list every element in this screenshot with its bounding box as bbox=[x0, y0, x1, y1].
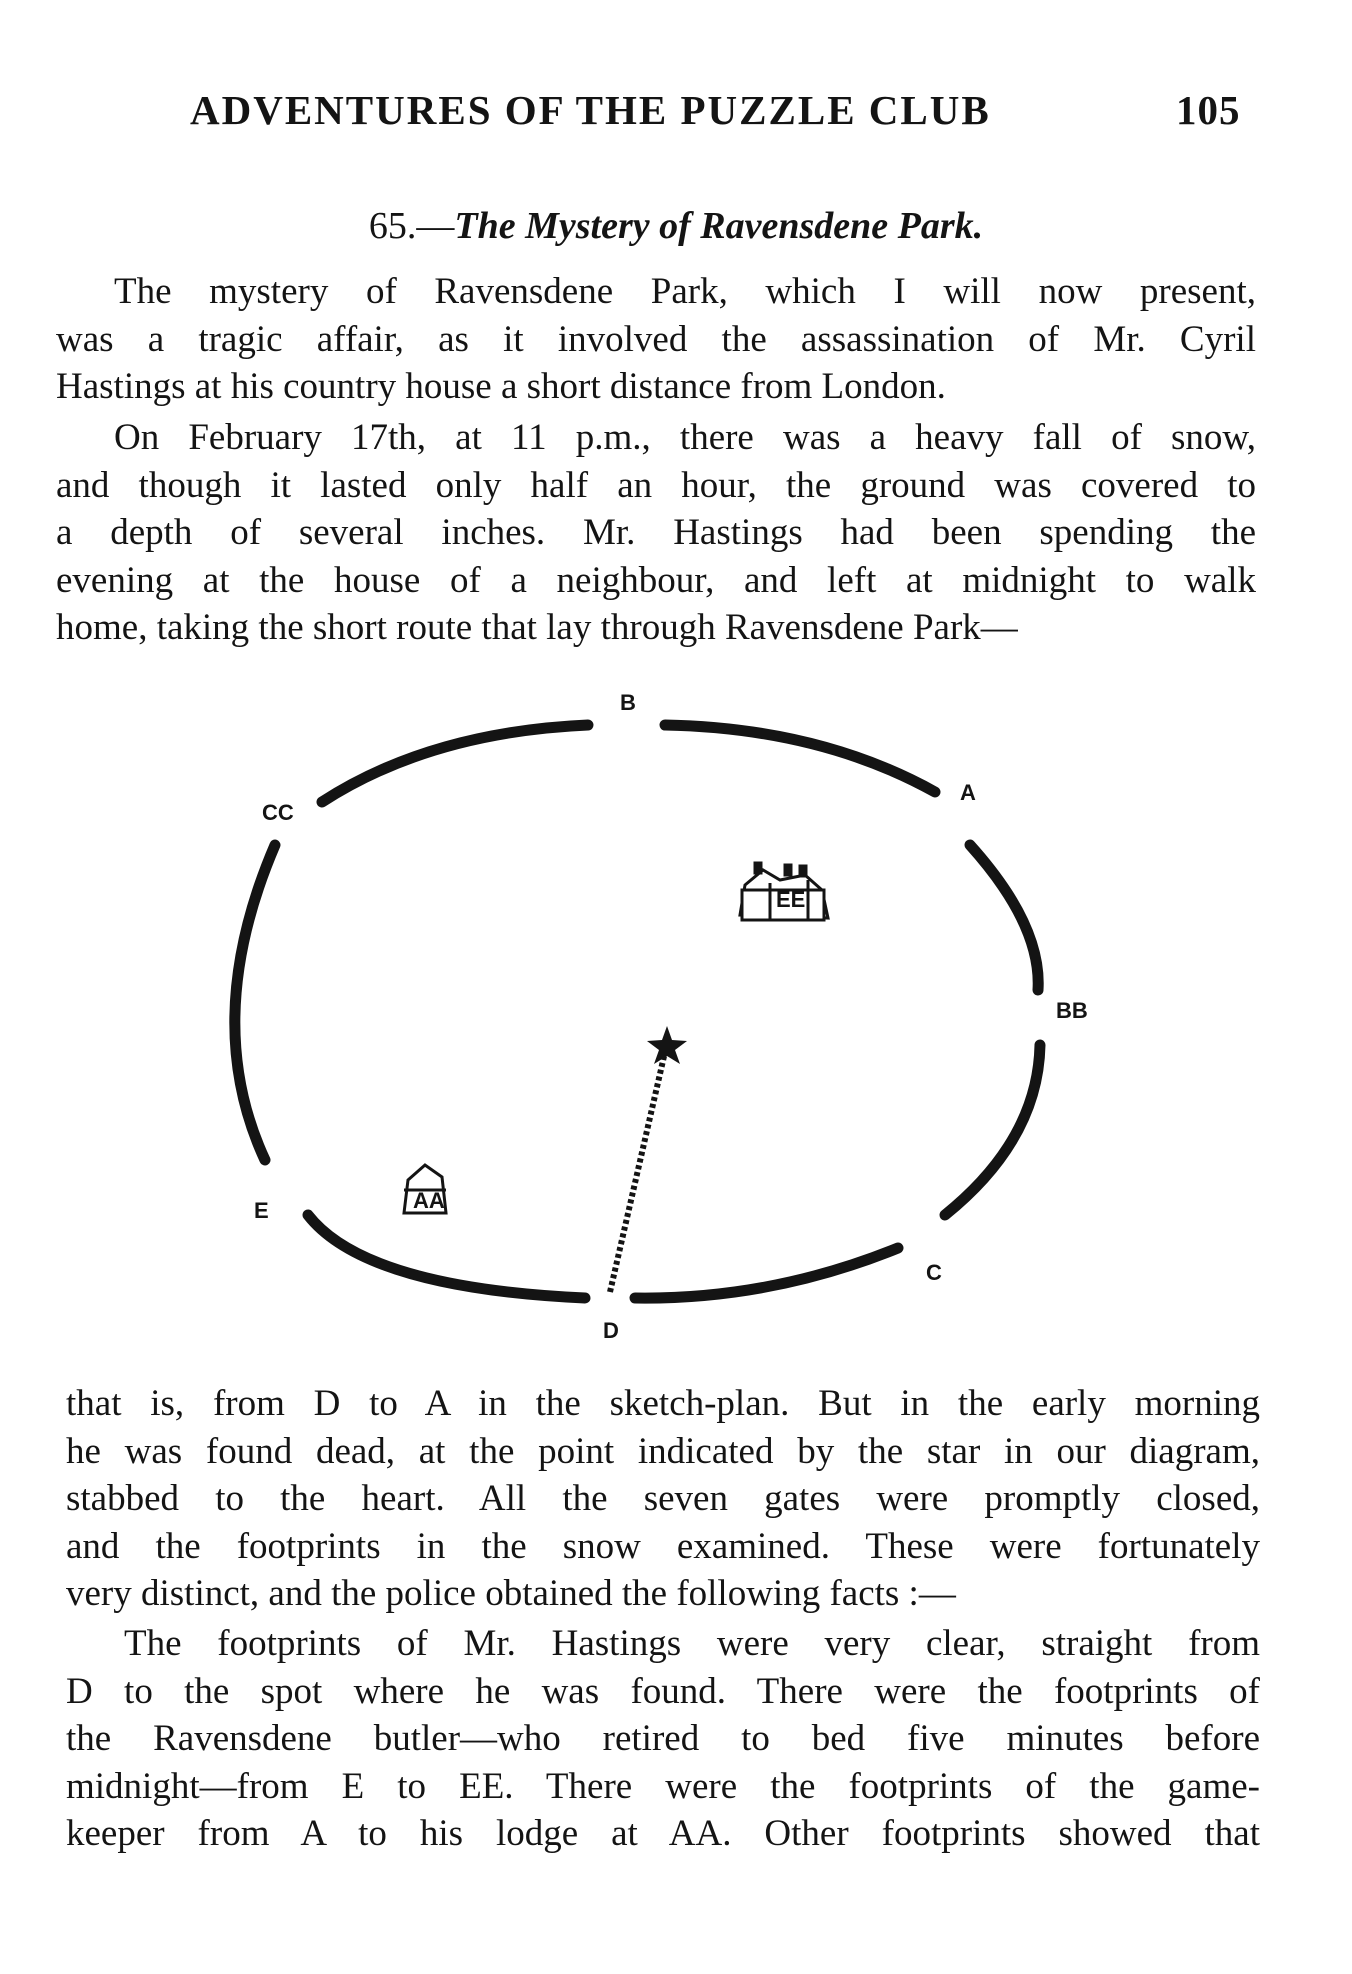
label-d: D bbox=[603, 1318, 619, 1343]
park-sketch-plan bbox=[210, 680, 1090, 1360]
text-line: stabbed to the heart. All the seven gates were promptly closed, bbox=[66, 1478, 1260, 1519]
label-e: E bbox=[254, 1198, 269, 1223]
text-line: and the footprints in the snow examined. These were fortunately bbox=[66, 1525, 1260, 1567]
fence-segment-c-d bbox=[635, 1248, 898, 1298]
label-c: C bbox=[926, 1260, 942, 1285]
label-cc: CC bbox=[262, 800, 294, 825]
footprint-trail bbox=[610, 1052, 665, 1292]
text-line: was a tragic affair, as it involved the assassination of Mr. Cyril bbox=[56, 318, 1256, 360]
label-ee: EE bbox=[776, 887, 806, 912]
label-a: A bbox=[960, 780, 976, 805]
text-line: and though it lasted only half an hour, the ground was covered to bbox=[56, 464, 1256, 506]
fence-segment-e-cc bbox=[235, 845, 275, 1160]
paragraph-snowfall bbox=[56, 414, 1256, 652]
paragraph-intro bbox=[56, 268, 1256, 411]
text-line: D to the spot where he was found. There were the footprints of bbox=[66, 1670, 1260, 1712]
text-line: home, taking the short route that lay through Ravensdene Park— bbox=[56, 607, 1018, 648]
label-b: B bbox=[620, 690, 636, 715]
text-line: Hastings at his country house a short distance from London. bbox=[56, 366, 946, 407]
text-line: keeper from A to his lodge at AA. Other footprints showed that bbox=[66, 1813, 1260, 1854]
label-bb: BB bbox=[1056, 998, 1088, 1023]
text-line: The mystery of Ravensdene Park, which I will now present, bbox=[114, 271, 1256, 312]
text-line: the Ravensdene butler—who retired to bed five minutes before bbox=[66, 1718, 1260, 1759]
fence-segment-d-e bbox=[308, 1215, 585, 1298]
fence-segment-a-bb bbox=[970, 845, 1038, 990]
page-header bbox=[0, 86, 1352, 146]
text-line: midnight—from E to EE. There were the footprints of the game- bbox=[66, 1765, 1260, 1807]
fence-segment-cc-b bbox=[322, 725, 588, 802]
section-name: The Mystery of Ravensdene Park. bbox=[454, 205, 984, 247]
label-aa: AA bbox=[413, 1188, 445, 1213]
section-number: 65.— bbox=[368, 205, 455, 247]
paragraph-discovery bbox=[66, 1380, 1260, 1618]
star-icon bbox=[647, 1026, 687, 1064]
text-line: On February 17th, at 11 p.m., there was a heavy fall of snow, bbox=[114, 417, 1256, 458]
fence-segment-bb-c bbox=[945, 1045, 1040, 1215]
text-line: very distinct, and the police obtained the following facts :— bbox=[66, 1573, 956, 1614]
running-title: ADVENTURES OF THE PUZZLE CLUB bbox=[190, 87, 991, 133]
fence-segment-b-a bbox=[665, 725, 935, 792]
text-line: he was found dead, at the point indicated by the star in our diagram, bbox=[66, 1430, 1260, 1472]
text-line: that is, from D to A in the sketch-plan. But in the early morning bbox=[66, 1383, 1260, 1424]
section-title bbox=[0, 204, 1352, 248]
text-line: The footprints of Mr. Hastings were very clear, straight from bbox=[124, 1623, 1260, 1664]
page-number: 105 bbox=[1176, 87, 1241, 133]
text-line: evening at the house of a neighbour, and left at midnight to walk bbox=[56, 559, 1256, 601]
paragraph-footprints bbox=[66, 1620, 1260, 1858]
text-line: a depth of several inches. Mr. Hastings had been spending the bbox=[56, 512, 1256, 553]
